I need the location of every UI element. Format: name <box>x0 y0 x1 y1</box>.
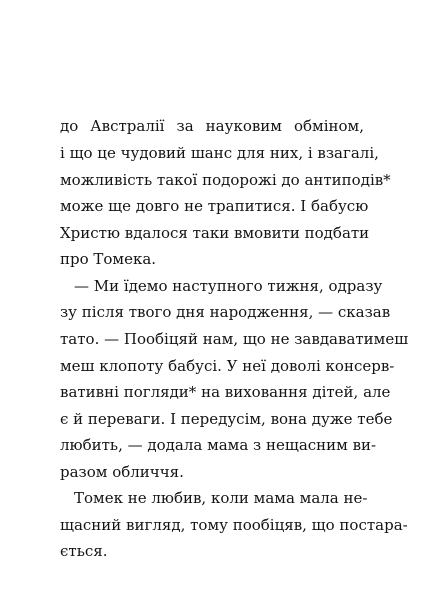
text-line: щасний вигляд, тому пообіцяв, що постара- <box>60 516 408 534</box>
text-line: разом обличчя. <box>60 463 184 481</box>
text-line: є й переваги. І передусім, вона дуже тебе <box>60 410 393 428</box>
text-line: меш клопоту бабусі. У неї доволі консерв- <box>60 357 395 375</box>
text-line: може ще довго не трапитися. І бабусю <box>60 197 369 215</box>
text-line: — Ми їдемо наступного тижня, одразу <box>74 277 383 295</box>
text-line: про Томека. <box>60 250 157 268</box>
text-line: вативні погляди* на виховання дітей, але <box>60 383 391 401</box>
text-line: Христю вдалося таки вмовити подбати <box>60 224 370 242</box>
text-line: можливість такої подорожі до антиподів* <box>60 171 391 189</box>
text-line: тато. — Пообіцяй нам, що не завдаватимеш <box>60 330 409 348</box>
text-line: і що це чудовий шанс для них, і взагалі, <box>60 144 379 162</box>
text-line: зу після твого дня народження, — сказав <box>60 303 391 321</box>
text-line: ється. <box>60 542 108 560</box>
text-line: любить, — додала мама з нещасним ви- <box>60 436 377 454</box>
text-line: Томек не любив, коли мама мала не- <box>74 489 368 507</box>
text-line: до Австралії за науковим обміном, <box>60 117 364 135</box>
